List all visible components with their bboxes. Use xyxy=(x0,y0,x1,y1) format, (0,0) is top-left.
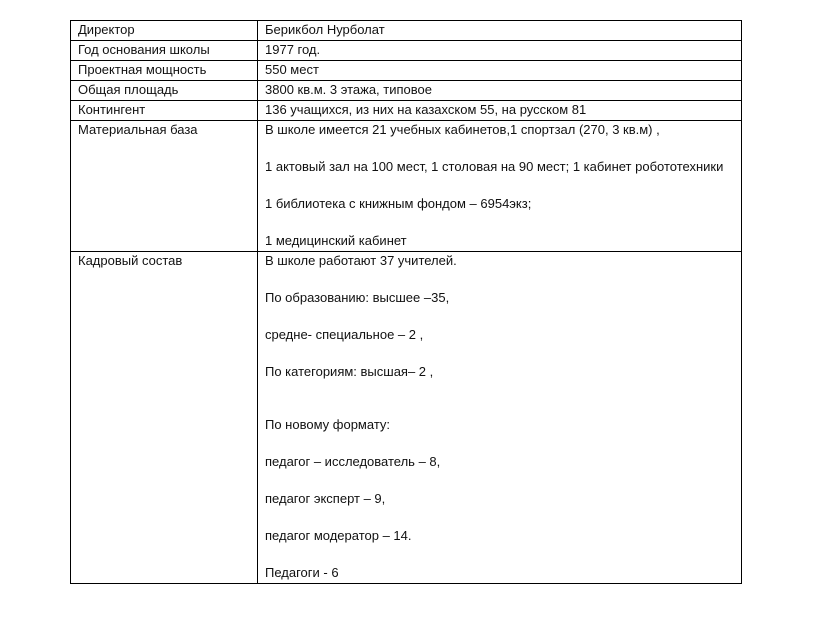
spacer xyxy=(265,544,734,565)
value-line: В школе имеется 21 учебных кабинетов,1 спортзал (270, 3 кв.м) , xyxy=(265,122,660,137)
school-info-table xyxy=(70,20,742,584)
row-value: 3800 кв.м. 3 этажа, типовое xyxy=(258,81,742,101)
row-label: Проектная мощность xyxy=(71,61,258,81)
value-line: 1 медицинский кабинет xyxy=(265,233,407,248)
table-row xyxy=(71,101,742,121)
value-line: В школе работают 37 учителей. xyxy=(265,253,457,268)
value-line: педагог – исследователь – 8, xyxy=(265,454,441,469)
spacer xyxy=(265,380,734,401)
table-row xyxy=(71,121,742,252)
value-line xyxy=(265,401,734,417)
row-label: Директор xyxy=(71,21,258,41)
spacer xyxy=(265,433,734,454)
row-label: Общая площадь xyxy=(71,81,258,101)
row-value xyxy=(258,121,742,252)
table-row xyxy=(71,252,742,584)
row-value: 136 учащихся, из них на казахском 55, на русском 81 xyxy=(258,101,742,121)
table-row xyxy=(71,41,742,61)
value-line: Педагоги - 6 xyxy=(265,565,339,580)
spacer xyxy=(265,212,734,233)
row-value: 1977 год. xyxy=(258,41,742,61)
spacer xyxy=(265,306,734,327)
spacer xyxy=(265,470,734,491)
value-line: педагог эксперт – 9, xyxy=(265,491,386,506)
spacer xyxy=(265,269,734,290)
row-label: Кадровый состав xyxy=(71,252,258,584)
value-line: 1 актовый зал на 100 мест, 1 столовая на 90 мест; 1 кабинет робототехники xyxy=(265,159,724,174)
row-value xyxy=(258,252,742,584)
spacer xyxy=(265,343,734,364)
table-row xyxy=(71,61,742,81)
row-label: Год основания школы xyxy=(71,41,258,61)
table-row xyxy=(71,21,742,41)
value-line: средне- специальное – 2 , xyxy=(265,327,424,342)
row-value: 550 мест xyxy=(258,61,742,81)
row-label: Материальная база xyxy=(71,121,258,252)
value-line: По образованию: высшее –35, xyxy=(265,290,450,305)
row-value: Берикбол Нурболат xyxy=(258,21,742,41)
spacer xyxy=(265,138,734,159)
value-line: педагог модератор – 14. xyxy=(265,528,412,543)
value-line: По категориям: высшая– 2 , xyxy=(265,364,434,379)
value-line: 1 библиотека с книжным фондом – 6954экз; xyxy=(265,196,532,211)
value-line: По новому формату: xyxy=(265,417,391,432)
spacer xyxy=(265,507,734,528)
spacer xyxy=(265,175,734,196)
table-row xyxy=(71,81,742,101)
row-label: Контингент xyxy=(71,101,258,121)
